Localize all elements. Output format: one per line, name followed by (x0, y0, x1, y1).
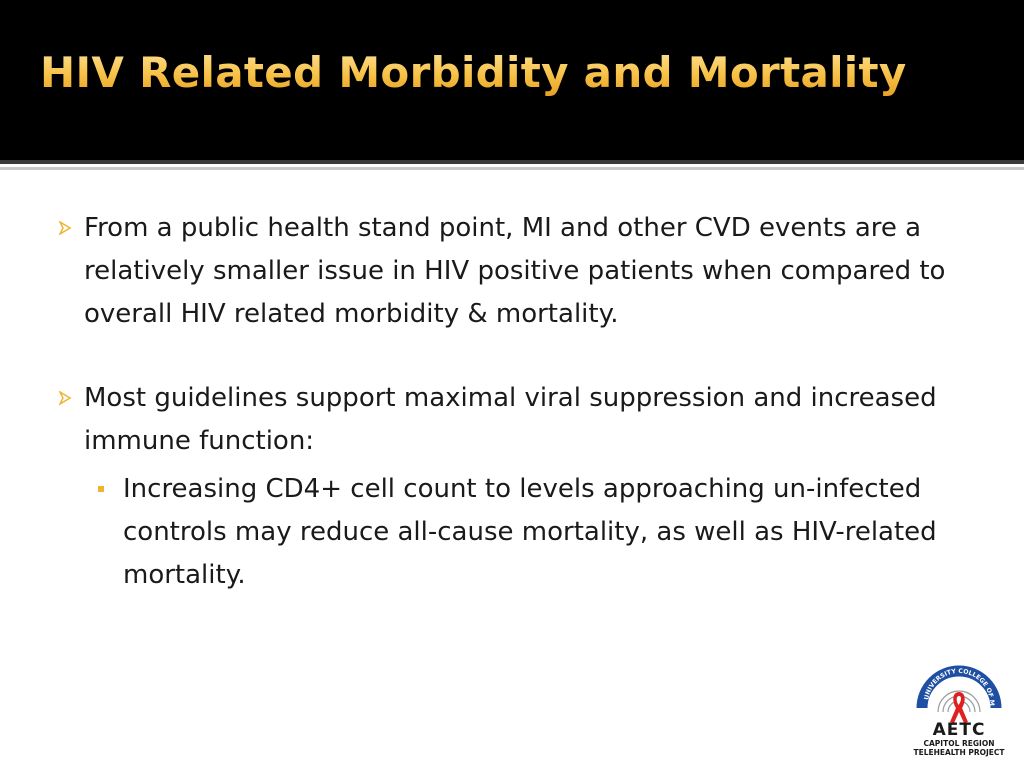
bullet-item (58, 377, 958, 463)
sub-bullet-text: Increasing CD4+ cell count to levels approaching un-infected controls may reduce all-cause mortality, as well as HIV-related mortality. (123, 474, 937, 590)
bullet-text: From a public health stand point, MI and other CVD events are a relatively smaller issue in HIV positive patients when compared to overall HIV related morbidity & mortality. (84, 213, 946, 329)
bullet-item (58, 207, 958, 336)
title-divider-dark (0, 160, 1024, 164)
sub-bullet-item (98, 468, 958, 597)
logo-name: AETC (932, 720, 986, 740)
logo-line-1: CAPITOL REGION (923, 739, 995, 748)
title-bar (0, 0, 1024, 160)
bullet-text: Most guidelines support maximal viral suppression and increased immune function: (84, 383, 937, 456)
square-bullet-icon (98, 486, 104, 492)
aetc-logo (900, 662, 1018, 758)
logo-ring-text: UNIVERSITY COLLEGE OF M (923, 667, 996, 707)
logo-line-2: TELEHEALTH PROJECT (913, 748, 1005, 757)
slide-title: HIV Related Morbidity and Mortality (40, 48, 907, 97)
arrowhead-bullet-icon (58, 221, 72, 235)
slide-body (58, 207, 958, 597)
arrowhead-bullet-icon (58, 391, 72, 405)
logo-emblem (900, 662, 1018, 724)
title-divider-light (0, 167, 1024, 170)
